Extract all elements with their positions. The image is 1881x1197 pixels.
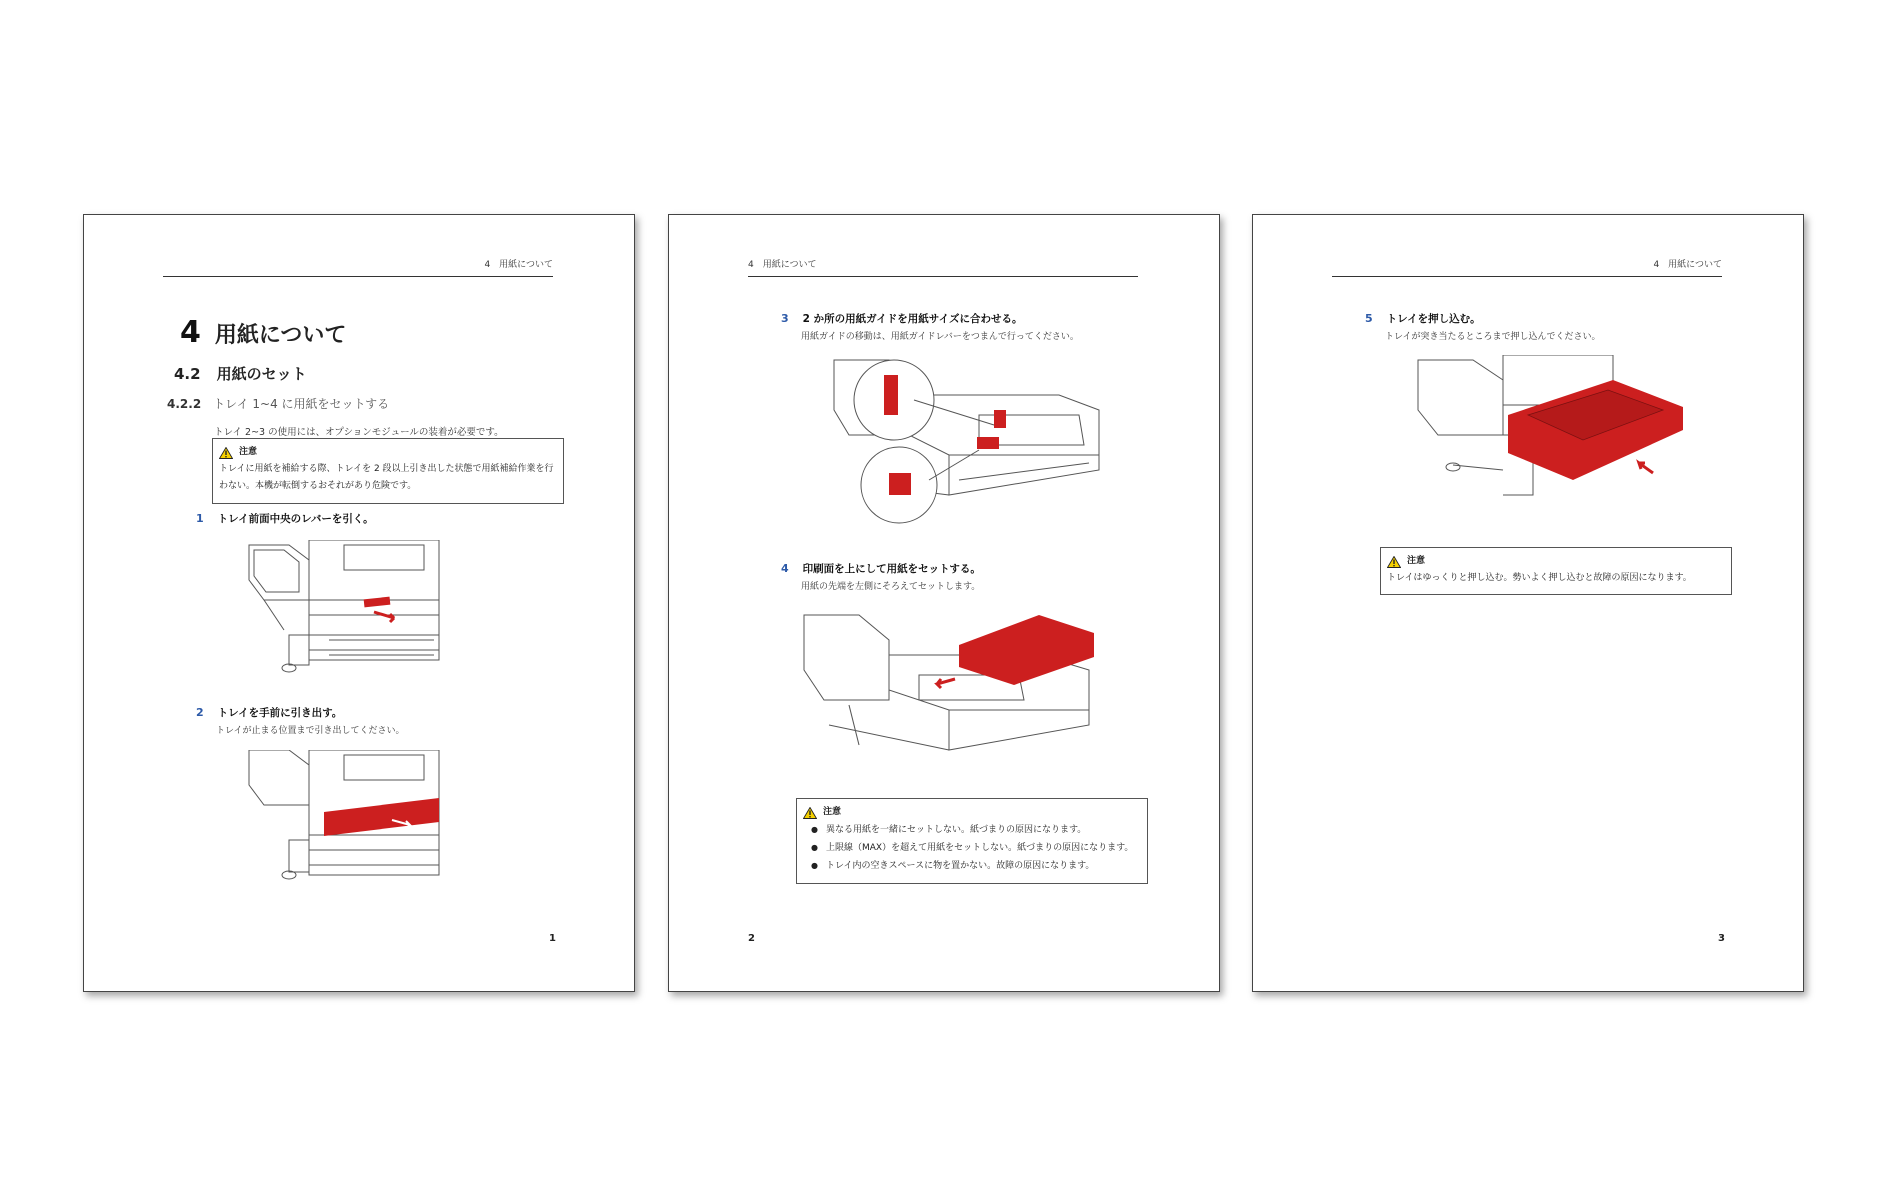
warning-icon <box>219 447 233 459</box>
document-page-2 <box>668 214 1220 992</box>
caution-item: ● 上限線（MAX）を超えて用紙をセットしない。紙づまりの原因になります。 <box>811 839 1141 857</box>
step-2: 2 トレイを手前に引き出す。 <box>196 706 343 719</box>
intro-text: トレイ 2~3 の使用には、オプションモジュールの装着が必要です。 <box>214 427 504 438</box>
end-guide-highlight <box>977 437 999 449</box>
page-number: 1 <box>549 933 556 944</box>
chapter-heading <box>180 315 346 350</box>
caution-header: 注意 <box>219 444 557 461</box>
section-title: 用紙のセット <box>216 365 307 383</box>
pull-arrow-icon <box>374 612 394 622</box>
step-2-subtext: トレイが止まる位置まで引き出してください。 <box>216 726 405 736</box>
caution-item: ● 異なる用紙を一緒にセットしない。紙づまりの原因になります。 <box>811 821 1141 839</box>
caution-header: 注意 <box>803 804 1141 821</box>
running-header: 4 用紙について <box>1332 257 1722 277</box>
subsection-title: トレイ 1~4 に用紙をセットする <box>213 397 390 411</box>
caution-line: わない。本機が転倒するおそれがあり危険です。 <box>219 481 417 491</box>
running-header: 4 用紙について <box>163 257 553 277</box>
caution-line: トレイはゆっくりと押し込む。勢いよく押し込むと故障の原因になります。 <box>1387 573 1692 583</box>
tray-insert-illustration <box>1413 355 1693 515</box>
subsection-heading <box>167 395 389 412</box>
caution-list <box>803 821 1141 875</box>
insert-arrow-icon <box>937 679 955 688</box>
paper-loading-illustration <box>799 605 1099 765</box>
step-5: 5 トレイを押し込む。 <box>1365 312 1481 325</box>
document-page-3 <box>1252 214 1804 992</box>
caution-box <box>796 798 1148 884</box>
paper-guide-illustration <box>829 355 1109 525</box>
warning-icon <box>803 807 817 819</box>
caution-item: ● トレイ内の空きスペースに物を置かない。故障の原因になります。 <box>811 857 1141 875</box>
step-4: 4 印刷面を上にして用紙をセットする。 <box>781 562 981 575</box>
chapter-number: 4 <box>180 315 201 350</box>
section-number: 4.2 <box>174 365 201 383</box>
page-number: 2 <box>748 933 755 944</box>
section-heading <box>174 363 307 384</box>
printer-lever-illustration <box>244 540 444 690</box>
tray-highlight <box>324 798 439 836</box>
push-arrow-icon <box>1639 463 1653 473</box>
step-1: 1 トレイ前面中央のレバーを引く。 <box>196 512 374 525</box>
caution-box <box>212 438 564 504</box>
chapter-title: 用紙について <box>214 323 347 348</box>
printer-tray-illustration <box>244 750 444 900</box>
page-number: 3 <box>1718 933 1725 944</box>
step-5-subtext: トレイが突き当たるところまで押し込んでください。 <box>1385 332 1601 342</box>
caution-header: 注意 <box>1387 553 1725 570</box>
caution-box <box>1380 547 1732 595</box>
subsection-number: 4.2.2 <box>167 397 202 411</box>
side-guide-highlight <box>994 410 1006 428</box>
step-3-subtext: 用紙ガイドの移動は、用紙ガイドレバーをつまんで行ってください。 <box>801 332 1079 342</box>
lever-highlight <box>364 597 391 608</box>
running-header: 4 用紙について <box>748 257 1138 277</box>
caution-line: トレイに用紙を補給する際、トレイを 2 段以上引き出した状態で用紙補給作業を行 <box>219 464 554 474</box>
step-4-subtext: 用紙の先端を左側にそろえてセットします。 <box>801 582 981 592</box>
warning-icon <box>1387 556 1401 568</box>
document-page-1 <box>83 214 635 992</box>
guide-lever-highlight <box>889 473 911 495</box>
step-3: 3 2 か所の用紙ガイドを用紙サイズに合わせる。 <box>781 312 1023 325</box>
guide-lever-highlight <box>884 375 898 415</box>
